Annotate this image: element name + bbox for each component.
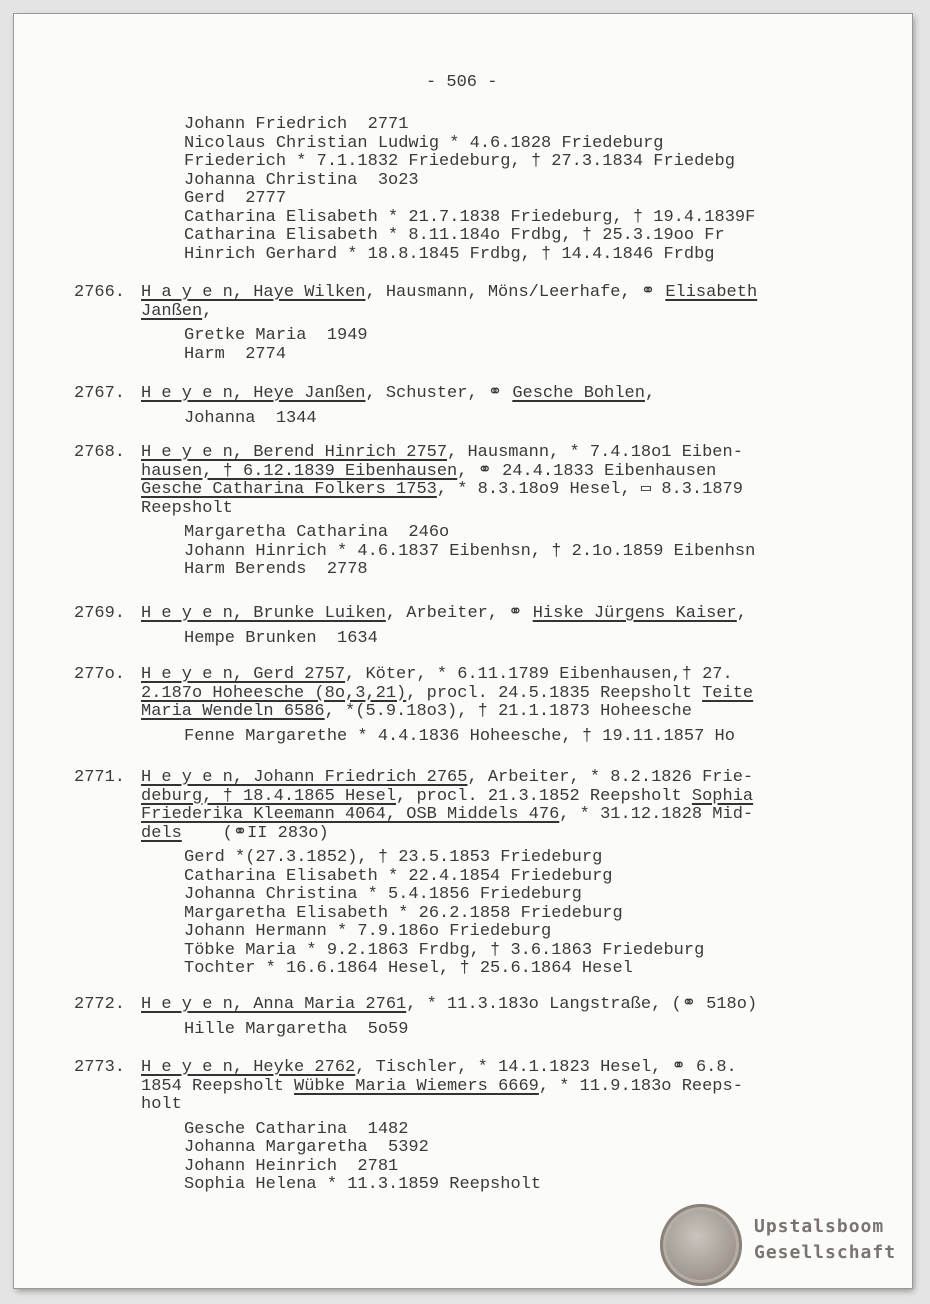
- child-line: Johann Hermann * 7.9.186o Friedeburg: [184, 922, 552, 941]
- entry-text: , ⚭ 24.4.1833 Eibenhausen: [457, 461, 717, 481]
- underlined-name: Maria Wendeln 6586: [141, 702, 325, 721]
- underlined-name: Janßen: [141, 301, 203, 321]
- entry-text: , procl. 24.5.1835 Reepsholt: [406, 683, 703, 703]
- entry-number: 2769.: [74, 604, 126, 623]
- child-line: Friederich * 7.1.1832 Friedeburg, † 27.3.1834 Friedebg: [184, 152, 735, 171]
- underlined-name: 2.187o Hoheesche (8o,3,21): [141, 683, 407, 703]
- underlined-name: H a y e n, Haye Wilken: [141, 283, 366, 302]
- child-line: Johann Heinrich 2781: [184, 1156, 399, 1176]
- child-line: Margaretha Catharina 246o: [184, 523, 450, 542]
- underlined-name: Gesche Bohlen: [512, 384, 645, 403]
- child-line: Johanna Christina * 5.4.1856 Friedeburg: [184, 885, 582, 904]
- child-line: Margaretha Elisabeth * 26.2.1858 Friedeburg: [184, 903, 623, 923]
- entry-text: 1854 Reepsholt: [141, 1076, 295, 1096]
- underlined-name: hausen, † 6.12.1839 Eibenhausen: [141, 461, 458, 481]
- child-line: Johann Friedrich 2771: [184, 115, 409, 134]
- underlined-name: Teite: [702, 683, 754, 703]
- brand-line-2: Gesellschaft: [754, 1242, 897, 1263]
- entry-line: [141, 1078, 743, 1097]
- entry-line: [141, 500, 233, 519]
- seal-logo-icon: [660, 1204, 742, 1286]
- entry-text: (⚭II 283o): [181, 823, 329, 843]
- entry-line: [141, 605, 747, 624]
- entry-text: , Köter, * 6.11.1789 Eibenhausen,† 27.: [345, 665, 733, 684]
- entry-line: [141, 385, 655, 404]
- child-line: Johann Hinrich * 4.6.1837 Eibenhsn, † 2.1o.1859 Eibenhsn: [184, 541, 756, 561]
- entry-text: , Hausmann, * 7.4.18o1 Eiben-: [447, 443, 743, 462]
- child-line: Gesche Catharina 1482: [184, 1119, 409, 1139]
- entry-line: [141, 703, 692, 722]
- entry-text: , * 8.3.18o9 Hesel, ▭ 8.3.1879: [436, 480, 743, 499]
- child-line: Catharina Elisabeth * 21.7.1838 Friedeburg, † 19.4.1839F: [184, 207, 756, 227]
- entry-line: [141, 769, 753, 788]
- entry-text: Reepsholt: [141, 498, 233, 518]
- entry-line: [141, 1096, 182, 1115]
- underlined-name: Wübke Maria Wiemers 6669: [294, 1076, 539, 1096]
- entry-line: [141, 996, 757, 1015]
- child-line: Gretke Maria 1949: [184, 326, 368, 345]
- underlined-name: Elisabeth: [665, 283, 758, 302]
- entry-text: , * 11.3.183o Langstraße, (⚭ 518o): [406, 995, 758, 1014]
- entry-line: [141, 825, 329, 844]
- entry-text: ,: [736, 604, 747, 623]
- page-number: - 506 -: [426, 73, 498, 92]
- underlined-name: Sophia: [691, 786, 754, 806]
- child-line: Nicolaus Christian Ludwig * 4.6.1828 Friedeburg: [184, 133, 664, 153]
- entry-text: , procl. 21.3.1852 Reepsholt: [396, 786, 692, 806]
- underlined-name: H e y e n, Heye Janßen: [141, 384, 366, 403]
- underlined-name: Friederika Kleemann 4064, OSB Middels 476: [141, 805, 560, 824]
- child-line: Catharina Elisabeth * 22.4.1854 Friedeburg: [184, 866, 613, 886]
- entry-line: [141, 463, 716, 482]
- child-line: Töbke Maria * 9.2.1863 Frdbg, † 3.6.1863 Friedeburg: [184, 940, 705, 960]
- child-line: Harm 2774: [184, 344, 287, 364]
- entry-line: [141, 481, 743, 500]
- entry-text: , Arbeiter, ⚭: [385, 604, 533, 623]
- entry-text: ,: [644, 384, 656, 403]
- underlined-name: H e y e n, Anna Maria 2761: [141, 995, 407, 1014]
- entry-number: 277o.: [74, 665, 126, 684]
- document-page: [14, 14, 912, 1288]
- entry-line: [141, 303, 212, 322]
- underlined-name: H e y e n, Johann Friedrich 2765: [141, 768, 468, 787]
- underlined-name: H e y e n, Heyke 2762: [141, 1058, 356, 1077]
- child-line: Johanna Margaretha 5392: [184, 1138, 429, 1157]
- child-line: Tochter * 16.6.1864 Hesel, † 25.6.1864 Hesel: [184, 959, 633, 978]
- entry-text: , Hausmann, Möns/Leerhafe, ⚭: [365, 283, 666, 302]
- brand-line-1: Upstalsboom: [754, 1216, 885, 1237]
- entry-number: 2773.: [74, 1058, 126, 1077]
- entry-text: ,: [202, 301, 213, 321]
- underlined-name: H e y e n, Brunke Luiken: [141, 604, 386, 623]
- entry-text: , *(5.9.18o3), † 21.1.1873 Hoheesche: [324, 702, 692, 721]
- entry-line: [141, 666, 733, 685]
- entry-text: , * 31.12.1828 Mid-: [559, 805, 754, 824]
- child-line: Hinrich Gerhard * 18.8.1845 Frdbg, † 14.4.1846 Frdbg: [184, 244, 715, 264]
- child-line: Fenne Margarethe * 4.4.1836 Hoheesche, † 19.11.1857 Ho: [184, 726, 735, 746]
- entry-text: , Arbeiter, * 8.2.1826 Frie-: [467, 768, 754, 787]
- child-line: Catharina Elisabeth * 8.11.184o Frdbg, † 25.3.19oo Fr: [184, 226, 725, 245]
- child-line: Gerd 2777: [184, 189, 287, 208]
- entry-line: [141, 788, 753, 807]
- underlined-name: Gesche Catharina Folkers 1753: [141, 480, 437, 499]
- entry-number: 2766.: [74, 283, 126, 302]
- child-line: Gerd *(27.3.1852), † 23.5.1853 Friedeburg: [184, 848, 603, 867]
- entry-line: [141, 685, 753, 704]
- child-line: Harm Berends 2778: [184, 560, 368, 579]
- underlined-name: dels: [141, 823, 182, 843]
- entry-number: 2768.: [74, 443, 126, 462]
- entry-text: , * 11.9.183o Reeps-: [538, 1076, 743, 1096]
- child-line: Hempe Brunken 1634: [184, 628, 378, 648]
- child-line: Johanna Christina 3o23: [184, 170, 419, 190]
- underlined-name: deburg, † 18.4.1865 Hesel: [141, 786, 397, 806]
- child-line: Sophia Helena * 11.3.1859 Reepsholt: [184, 1175, 542, 1194]
- underlined-name: H e y e n, Gerd 2757: [141, 665, 346, 684]
- entry-line: [141, 284, 757, 303]
- entry-text: , Schuster, ⚭: [365, 384, 513, 403]
- child-line: Johanna 1344: [184, 408, 317, 428]
- entry-text: holt: [141, 1095, 182, 1114]
- entry-line: [141, 806, 753, 825]
- entry-number: 2767.: [74, 384, 126, 403]
- underlined-name: Hiske Jürgens Kaiser: [532, 604, 737, 623]
- child-line: Hille Margaretha 5o59: [184, 1019, 409, 1039]
- entry-line: [141, 1059, 737, 1078]
- entry-line: [141, 444, 743, 463]
- entry-number: 2772.: [74, 995, 126, 1014]
- entry-text: , Tischler, * 14.1.1823 Hesel, ⚭ 6.8.: [355, 1058, 737, 1077]
- entry-number: 2771.: [74, 768, 126, 787]
- underlined-name: H e y e n, Berend Hinrich 2757: [141, 443, 448, 462]
